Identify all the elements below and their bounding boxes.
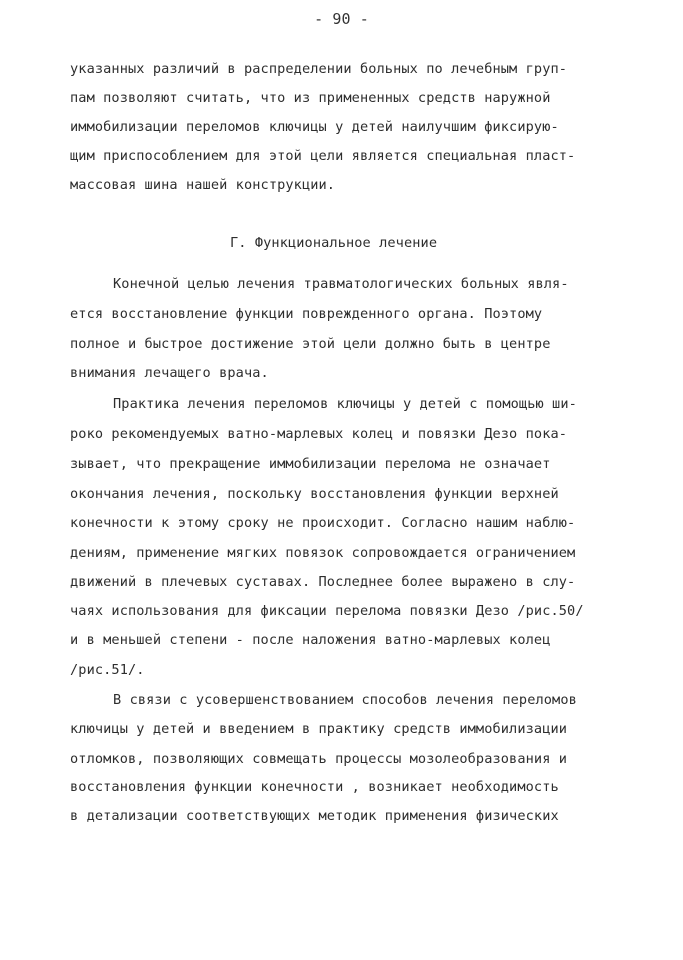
- text-line: роко рекомендуемых ватно-марлевых колец и повязки Дезо пока-: [70, 426, 568, 442]
- text-line: /рис.51/.: [70, 662, 145, 678]
- text-line: и в меньшей степени - после наложения ватно-марлевых колец: [70, 632, 551, 648]
- text-line: Практика лечения переломов ключицы у детей с помощью ши-: [113, 396, 577, 412]
- text-line: в детализации соответствующих методик применения физических: [70, 808, 559, 824]
- text-line: ключицы у детей и введением в практику средств иммобилизации: [70, 721, 568, 737]
- text-line: восстановления функции конечности , возникает необходимость: [70, 779, 559, 795]
- text-line: иммобилизации переломов ключицы у детей наилучшим фиксирую-: [70, 119, 559, 135]
- text-line: движений в плечевых суставах. Последнее более выражено в слу-: [70, 574, 576, 590]
- text-line: окончания лечения, поскольку восстановления функции верхней: [70, 486, 559, 502]
- section-heading: Г. Функциональное лечение: [230, 235, 438, 251]
- text-line: чаях использования для фиксации перелома повязки Дезо /рис.50/: [70, 603, 584, 619]
- text-line: В связи с усовершенствованием способов лечения переломов: [113, 692, 577, 708]
- text-line: отломков, позволяющих совмещать процессы мозолеобразования и: [70, 751, 568, 767]
- text-line: указанных различий в распределении больных по лечебным груп-: [70, 61, 568, 77]
- text-line: конечности к этому сроку не происходит. Согласно нашим наблю-: [70, 515, 576, 531]
- text-line: полное и быстрое достижение этой цели должно быть в центре: [70, 336, 551, 352]
- text-line: пам позволяют считать, что из примененных средств наружной: [70, 90, 551, 106]
- text-line: Конечной целью лечения травматологических больных явля-: [113, 276, 569, 292]
- text-line: дениям, применение мягких повязок сопровождается ограничением: [70, 545, 576, 561]
- text-line: ется восстановление функции поврежденного органа. Поэтому: [70, 306, 543, 322]
- text-line: щим приспособлением для этой цели является специальная пласт-: [70, 148, 576, 164]
- text-line: зывает, что прекращение иммобилизации перелома не означает: [70, 456, 551, 472]
- text-line: внимания лечащего врача.: [70, 365, 269, 381]
- text-line: массовая шина нашей конструкции.: [70, 177, 336, 193]
- page-number: - 90 -: [314, 10, 369, 28]
